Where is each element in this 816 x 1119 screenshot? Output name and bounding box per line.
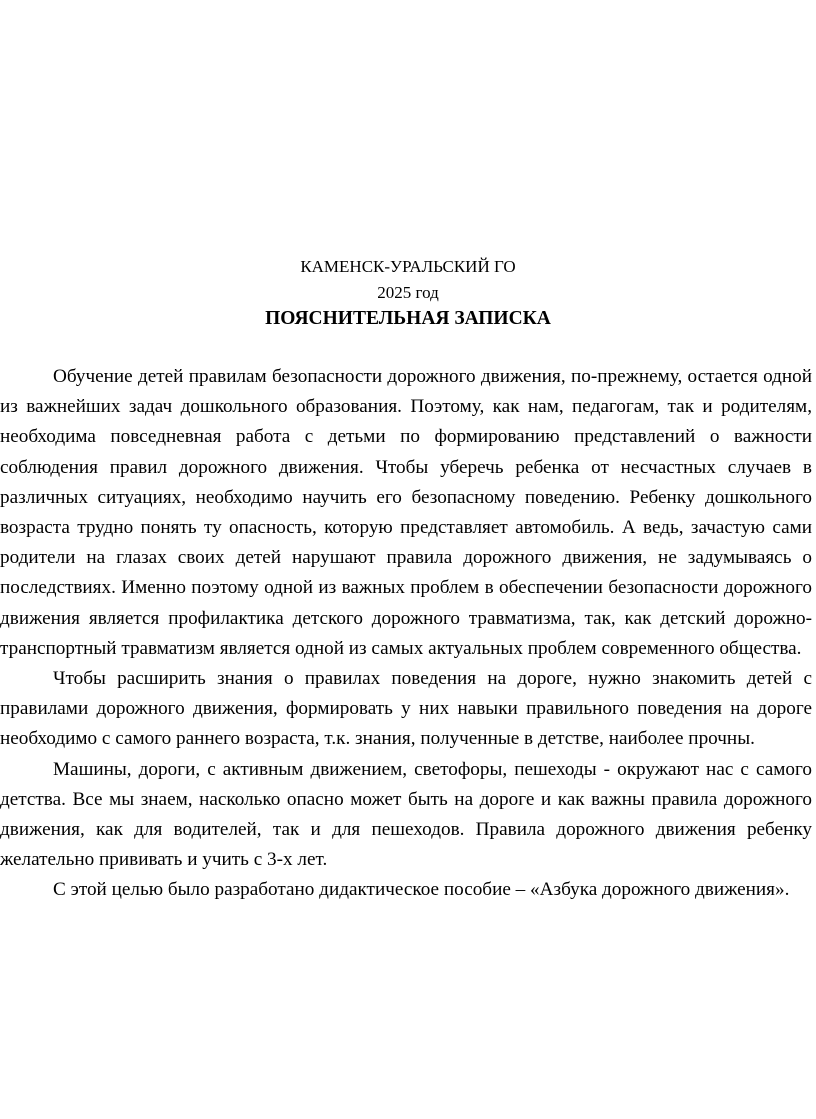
year-heading: 2025 год [377, 283, 439, 302]
paragraph: С этой целью было разработано дидактическое пособие – «Азбука дорожного движения». [53, 879, 790, 901]
page-title: ПОЯСНИТЕЛЬНАЯ ЗАПИСКА [265, 308, 551, 329]
city-heading: КАМЕНСК-УРАЛЬСКИЙ ГО [300, 257, 516, 276]
paragraph: Машины, дороги, с активным движением, светофоры, пешеходы - окружают нас с самого детства. Все мы знаем, насколько опасно может быть на дороге и как важны правила дорожного движения, как для водителей, так и для пешеходов. Правила дорожного движения ребенку желательно прививать и учить с 3-х лет. [0, 758, 812, 871]
paragraph: Обучение детей правилам безопасности дорожного движения, по-прежнему, остается одной из важнейших задач дошкольного образования. Поэтому, как нам, педагогам, так и родителям, необходима повседневная работа с детьми по формированию представлений о важности соблюдения правил дорожного движения. Чтобы уберечь ребенка от несчастных случаев в различных ситуациях, необходимо научить его безопасному поведению. Ребенку дошкольного возраста трудно понять ту опасность, которую представляет автомобиль. А ведь, зачастую сами родители на глазах своих детей нарушают правила дорожного движения, не задумываясь о последствиях. Именно поэтому одной из важных проблем в обеспечении безопасности дорожного движения является профилактика детского дорожного травматизма, так, как детский дорожно-транспортный травматизм является одной из самых актуальных проблем современного общества. [0, 366, 812, 659]
paragraph: Чтобы расширить знания о правилах поведения на дороге, нужно знакомить детей с правилами дорожного движения, формировать у них навыки правильного поведения на дороге необходимо с самого раннего возраста, т.к. знания, полученные в детстве, наиболее прочны. [0, 668, 812, 750]
document-body [0, 362, 812, 906]
